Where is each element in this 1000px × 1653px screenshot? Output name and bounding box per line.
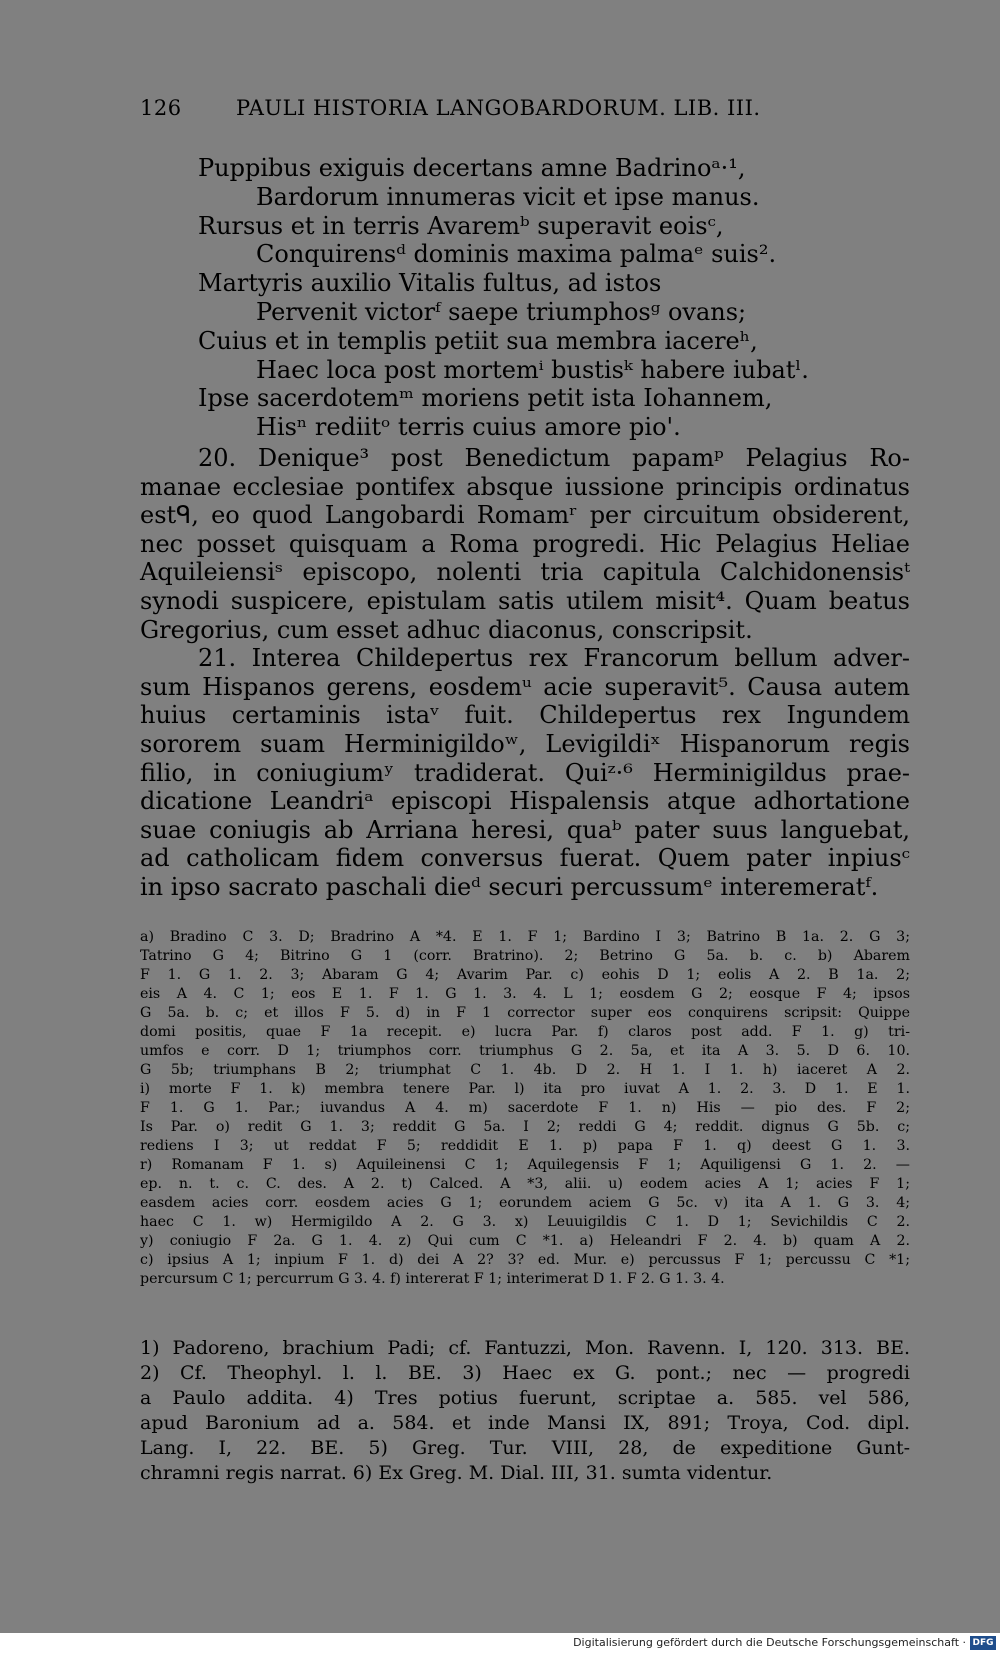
apparatus-line: a) Bradino C 3. D; Bradrino A *4. E 1. F 1; Bardino I 3; Batrino B 1a. 2. G 3; bbox=[140, 929, 910, 945]
verse-line: Hisⁿ rediitᵒ terris cuius amore pio'. bbox=[256, 413, 681, 442]
footer-bar bbox=[0, 1633, 1000, 1653]
apparatus-line: i) morte F 1. k) membra tenere Par. l) ita pro iuvat A 1. 2. 3. D 1. E 1. bbox=[140, 1081, 910, 1097]
commentary-line: a Paulo addita. 4) Tres potius fuerunt, scriptae a. 585. vel 586, bbox=[140, 1387, 910, 1409]
commentary-notes bbox=[140, 1336, 910, 1486]
verse-line: Pervenit victorᶠ saepe triumphosᵍ ovans; bbox=[256, 297, 747, 326]
apparatus-line: G 5a. b. c; et illos F 5. d) in F 1 corrector super eos conquirens scripsit: Quippe bbox=[140, 1005, 910, 1021]
critical-apparatus bbox=[140, 928, 910, 1289]
verse-line: Ipse sacerdotemᵐ moriens petit ista Iohannem, bbox=[198, 384, 773, 413]
commentary-line: chramni regis narrat. 6) Ex Greg. M. Dial. III, 31. sumta videntur. bbox=[140, 1462, 773, 1484]
verse-line: Cuius et in templis petiit sua membra iacereʰ, bbox=[198, 326, 758, 355]
text-line: Aquileiensiˢ episcopo, nolenti tria capitula Calchidonensisᵗ bbox=[140, 558, 910, 587]
text-line: 20. Denique³ post Benedictum papamᵖ Pelagius Ro- bbox=[198, 444, 910, 472]
apparatus-line: umfos e corr. D 1; triumphos corr. triumphus G 2. 5a, et ita A 3. 5. D 6. 10. bbox=[140, 1043, 910, 1059]
text-line: sum Hispanos gerens, eosdemᵘ acie superavit⁵. Causa autem bbox=[140, 672, 910, 701]
verse-line: Puppibus exiguis decertans amne Badrinoᵃ·¹, bbox=[198, 154, 746, 182]
text-line: 21. Interea Childepertus rex Francorum bellum adver- bbox=[198, 644, 910, 673]
apparatus-line: Is Par. o) redit G 1. 3; reddit G 5a. I 2; reddi G 4; reddit. dignus G 5b. c; bbox=[140, 1119, 910, 1135]
text-line: huius certaminis istaᵛ fuit. Childepertus rex Ingundem bbox=[140, 701, 910, 730]
page-number: 126 bbox=[140, 96, 182, 120]
verse-block bbox=[198, 154, 809, 442]
apparatus-line: easdem acies corr. eosdem acies G 1; eorundem aciem G 5c. v) ita A 1. G 3. 4; bbox=[140, 1195, 910, 1211]
text-line: manae ecclesiae pontifex absque iussione principis ordinatus bbox=[140, 472, 910, 501]
text-line: filio, in coniugiumʸ tradiderat. Quiᶻ·⁶ Herminigildus prae- bbox=[140, 758, 910, 787]
commentary-line: apud Baronium ad a. 584. et inde Mansi IX, 891; Troya, Cod. dipl. bbox=[140, 1412, 910, 1434]
main-text bbox=[140, 444, 910, 902]
verse-line: Martyris auxilio Vitalis fultus, ad istos bbox=[198, 269, 662, 298]
text-line: suae coniugis ab Arriana heresi, quaᵇ pater suus languebat, bbox=[140, 815, 910, 844]
verse-line: Rursus et in terris Avaremᵇ superavit eoisᶜ, bbox=[198, 211, 724, 240]
text-line: sororem suam Herminigildoʷ, Levigildiˣ Hispanorum regis bbox=[140, 729, 910, 758]
funding-credit: Digitalisierung gefördert durch die Deutsche Forschungsgemeinschaft · bbox=[573, 1636, 966, 1649]
apparatus-line: r) Romanam F 1. s) Aquileinensi C 1; Aquilegensis F 1; Aquiligensi G 1. 2. — bbox=[140, 1157, 910, 1173]
running-title: PAULI HISTORIA LANGOBARDORUM. LIB. III. bbox=[236, 96, 761, 120]
apparatus-line: domi positis, quae F 1a recepit. e) lucra Par. f) claros post add. F 1. g) tri- bbox=[140, 1024, 910, 1040]
apparatus-line: ep. n. t. c. C. des. A 2. t) Calced. A *3, alii. u) eodem acies A 1; acies F 1; bbox=[140, 1176, 910, 1192]
verse-line: Bardorum innumeras vicit et ipse manus. bbox=[256, 182, 760, 211]
apparatus-line: haec C 1. w) Hermigildo A 2. G 3. x) Leuuigildis C 1. D 1; Sevichildis C 2. bbox=[140, 1214, 910, 1230]
running-header bbox=[140, 96, 880, 120]
verse-line: Conquirensᵈ dominis maxima palmaᵉ suis². bbox=[256, 240, 777, 269]
text-line: in ipso sacrato paschali dieᵈ securi percussumᵉ interemeratᶠ. bbox=[140, 872, 879, 901]
apparatus-line: percursum C 1; percurrum G 3. 4. f) intererat F 1; interimerat D 1. F 2. G 1. 3. 4. bbox=[140, 1271, 725, 1287]
text-line: synodi suspicere, epistulam satis utilem misit⁴. Quam beatus bbox=[140, 586, 910, 615]
text-line: dicatione Leandriᵃ episcopi Hispalensis atque adhortatione bbox=[140, 787, 910, 816]
commentary-line: 2) Cf. Theophyl. l. l. BE. 3) Haec ex G. pont.; nec — progredi bbox=[140, 1362, 910, 1384]
verse-line: Haec loca post mortemⁱ bustisᵏ habere iubatˡ. bbox=[256, 355, 809, 384]
apparatus-line: F 1. G 1. 2. 3; Abaram G 4; Avarim Par. c) eohis D 1; eolis A 2. B 1a. 2; bbox=[140, 967, 910, 983]
text-line: Gregorius, cum esset adhuc diaconus, conscripsit. bbox=[140, 615, 753, 644]
apparatus-line: Tatrino G 4; Bitrino G 1 (corr. Bratrino). 2; Betrino G 5a. b. c. b) Abarem bbox=[140, 948, 910, 964]
commentary-line: 1) Padoreno, brachium Padi; cf. Fantuzzi, Mon. Ravenn. I, 120. 313. BE. bbox=[140, 1337, 910, 1359]
apparatus-line: eis A 4. C 1; eos E 1. F 1. G 1. 3. 4. L 1; eosdem G 2; eosque F 4; ipsos bbox=[140, 986, 910, 1002]
dfg-logo: DFG bbox=[970, 1636, 996, 1650]
apparatus-line: y) coniugio F 2a. G 1. 4. z) Qui cum C *1. a) Heleandri F 2. 4. b) quam A 2. bbox=[140, 1233, 910, 1249]
text-line: ad catholicam fidem conversus fuerat. Quem pater inpiusᶜ bbox=[140, 844, 910, 873]
apparatus-line: c) ipsius A 1; inpium F 1. d) dei A 2? 3? ed. Mur. e) percussus F 1; percussu C *1; bbox=[140, 1252, 910, 1268]
apparatus-line: F 1. G 1. Par.; iuvandus A 4. m) sacerdote F 1. n) His — pio des. F 2; bbox=[140, 1100, 910, 1116]
text-line: nec posset quisquam a Roma progredi. Hic Pelagius Heliae bbox=[140, 529, 910, 558]
commentary-line: Lang. I, 22. BE. 5) Greg. Tur. VIII, 28, de expeditione Gunt- bbox=[140, 1437, 910, 1459]
apparatus-line: G 5b; triumphans B 2; triumphat C 1. 4b. D 2. H 1. I 1. h) iaceret A 2. bbox=[140, 1062, 910, 1078]
text-line: estᑫ, eo quod Langobardi Romamʳ per circuitum obsiderent, bbox=[140, 501, 910, 530]
apparatus-line: rediens I 3; ut reddat F 5; reddidit E 1. p) papa F 1. q) deest G 1. 3. bbox=[140, 1138, 910, 1154]
